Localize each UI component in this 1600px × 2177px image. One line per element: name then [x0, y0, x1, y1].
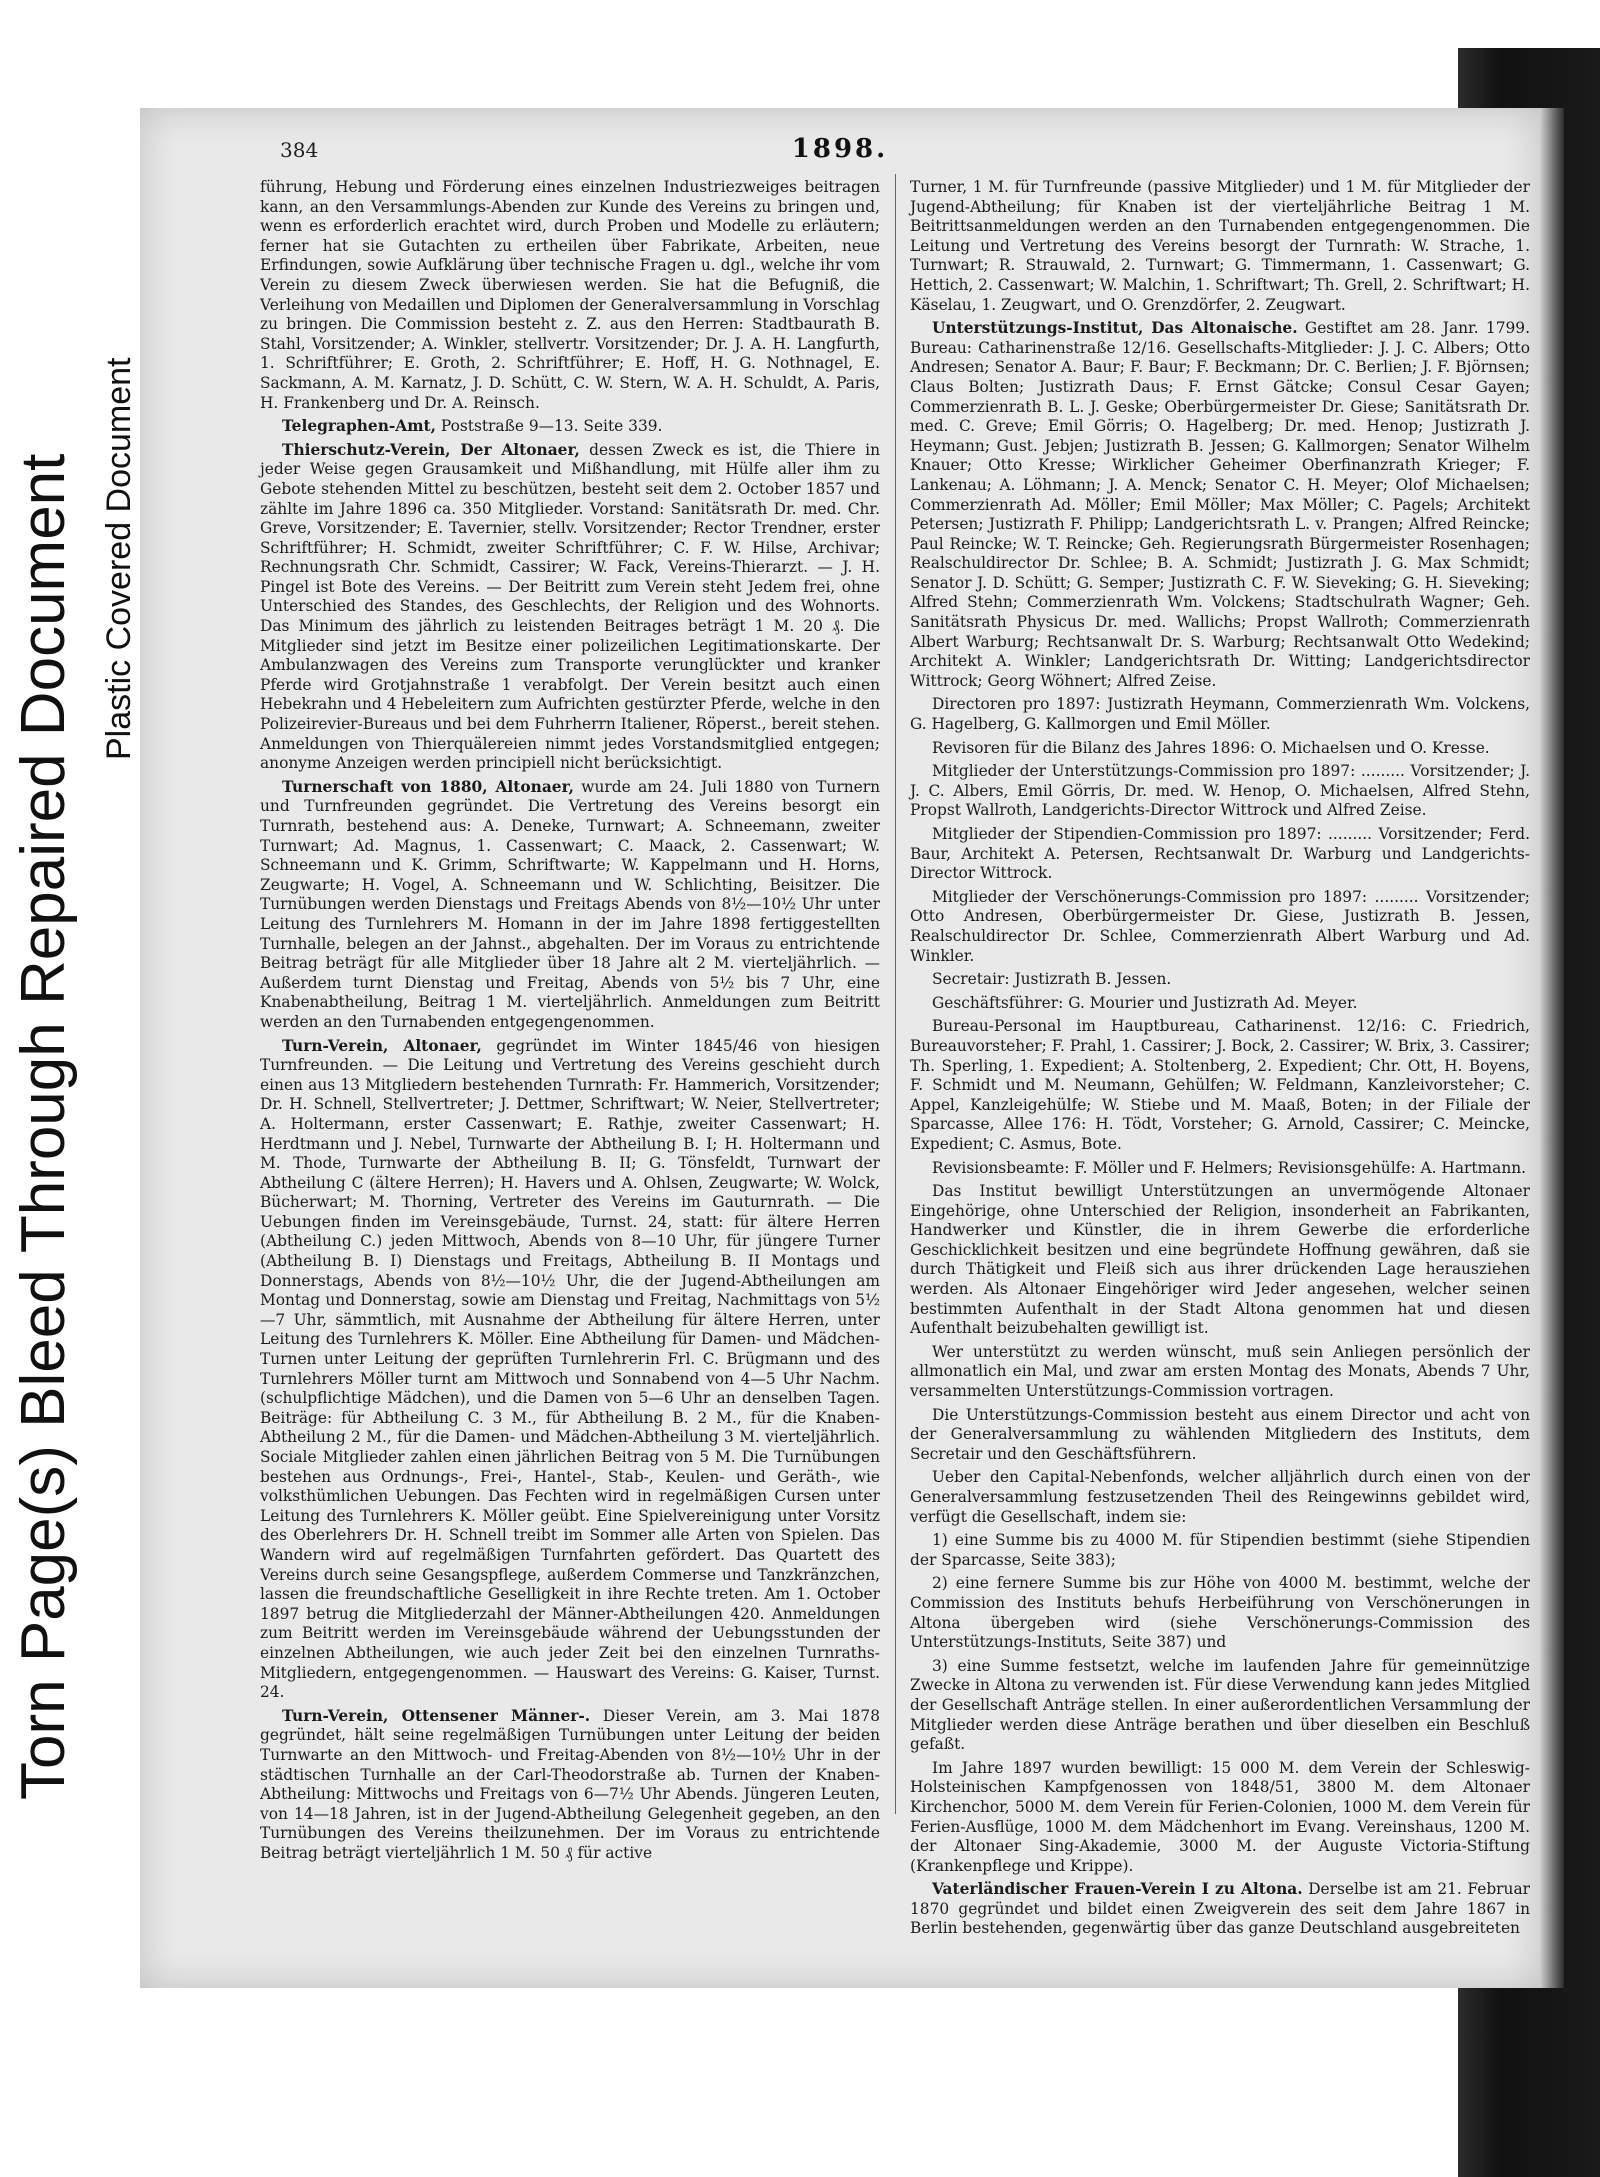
paragraph: führung, Hebung und Förderung eines einzelnen Industriezweiges beitragen kann, an den Versammlungs-Abenden zur Kunde des Vereins zu bringen und, wenn es erforderlich erachtet wird, durch Proben und Modelle zu erläutern; ferner hat sie Gutachten zu ertheilen über Fabrikate, Arbeiten, neue Erfindungen, sowie Aufklärung über technische Fragen u. dgl., welche ihr vom Verein zu diesem Zweck überwiesen werden. Sie hat die Befugniß, die Verleihung von Medaillen und Diplomen der Generalversammlung in Vorschlag zu bringen. Die Commission besteht z. Z. aus den Herren: Stadtbaurath B. Stahl, Vorsitzender; A. Winkler, stellvertr. Vorsitzender; Dr. J. A. H. Langfurth, 1. Schriftführer; E. Groth, 2. Schriftführer; E. Hoff, H. G. Nothnagel, E. Sackmann, A. M. Karnatz, J. D. Schütt, C. W. Stern, W. A. H. Schuldt, A. Paris, H. Frankenberg und Dr. A. Reinsch. [260, 178, 880, 412]
paragraph: Geschäftsführer: G. Mourier und Justizrath Ad. Meyer. [932, 993, 1358, 1012]
paragraph: Mitglieder der Stipendien-Commission pro 1897: ......... Vorsitzender; Ferd. Baur, Architekt A. Petersen, Rechtsanwalt Dr. Warburg und Landgerichts-Director Wittrock. [910, 825, 1530, 883]
paragraph: Revisionsbeamte: F. Möller und F. Helmers; Revisionsgehülfe: A. Hartmann. [932, 1158, 1527, 1177]
entry-heading: Turnerschaft von 1880, Altonaer, [282, 777, 574, 796]
entry-text: wurde am 24. Juli 1880 von Turnern und Turnfreunden gegründet. Die Vertretung des Vereins besorgt ein Turnrath, bestehend aus: A. Deneke, Turnwart; A. Schneemann, zweiter Turnwart; Ad. Magnus, 1. Cassenwart; C. Maack, 2. Cassenwart; W. Schneemann und K. Grimm, Schriftwarte; W. Kappelmann und H. Horns, Zeugwarte; H. Vogel, A. Schneemann und W. Schlichting, Beisitzer. Die Turnübungen werden Dienstags und Freitags Abends von 8½—10½ Uhr unter Leitung des Turnlehrers M. Homann in der im Jahre 1898 fertiggestellten Turnhalle, belegen an der Jahnst., abgehalten. Der im Voraus zu entrichtende Beitrag beträgt für alle Mitglieder über 18 Jahre alt 2 M. vierteljährlich. — Außerdem turnt Dienstag und Freitag, Abends von 5½ bis 7 Uhr, eine Knabenabtheilung, Beitrag 1 M. vierteljährlich. Anmeldungen zum Beitritt werden an den Turnabenden entgegengenommen. [260, 777, 880, 1031]
paragraph: Turner, 1 M. für Turnfreunde (passive Mitglieder) und 1 M. für Mitglieder der Jugend-Abtheilung; für Knaben ist der vierteljährliche Beitrag 1 M. Beitrittsanmeldungen werden an den Turnabenden entgegengenommen. Die Leitung und Vertretung des Vereins besorgt der Turnrath: W. Strache, 1. Turnwart; R. Strauwald, 2. Turnwart; G. Timmermann, 1. Cassenwart; G. Hettich, 2. Cassenwart; W. Malchin, 1. Schriftwart; Th. Grell, 2. Schriftwart; H. Käselau, 1. Zeugwart, und O. Grenzdörfer, 2. Zeugwart. [910, 178, 1530, 314]
paragraph: Die Unterstützungs-Commission besteht aus einem Director und acht von der Generalversammlung zu wählenden Mitgliedern des Instituts, dem Secretair und den Geschäftsführern. [910, 1405, 1530, 1463]
paragraph [260, 1707, 880, 1864]
paragraph: Im Jahre 1897 wurden bewilligt: 15 000 M. dem Verein der Schleswig-Holsteinischen Kampfgenossen von 1848/51, 3800 M. dem Altonaer Kirchenchor, 5000 M. dem Verein für Ferien-Colonien, 1000 M. dem Verein für Ferien-Ausflüge, 1000 M. dem Mädchenhort im Evang. Vereinshaus, 1200 M. der Altonaer Sing-Akademie, 3000 M. der Auguste Victoria-Stiftung (Krankenpflege und Krippe). [910, 1758, 1530, 1875]
paragraph: 2) eine fernere Summe bis zur Höhe von 4000 M. bestimmt, welche der Commission des Instituts behufs Herbeiführung von Verschönerungen in Altona übergeben wird (siehe Verschönerungs-Commission des Unterstützungs-Instituts, Seite 387) und [910, 1574, 1530, 1652]
entry-heading: Thierschutz-Verein, Der Altonaer, [282, 440, 580, 459]
column-divider [895, 174, 896, 1814]
paragraph [260, 417, 880, 437]
entry-heading: Telegraphen-Amt, [282, 417, 436, 436]
paragraph [910, 1880, 1530, 1939]
entry-text: dessen Zweck es ist, die Thiere in jeder Weise gegen Grausamkeit und Mißhandlung, mit Hülfe aller ihm zu Gebote stehenden Mittel zu beschützen, besteht seit dem 2. October 1857 und zählte im Jahre 1896 ca. 350 Mitglieder. Vorstand: Sanitätsrath Dr. med. Chr. Greve, Vorsitzender; E. Tavernier, stellv. Vorsitzender; Rector Trendner, erster Schriftführer; H. Schmidt, zweiter Schriftführer; C. F. W. Hilse, Archivar; Rechnungsrath Chr. Schmidt, Cassirer; W. Fack, Vereins-Thierarzt. — J. H. Pingel ist Bote des Vereins. — Der Beitritt zum Verein steht Jedem frei, ohne Unterschied des Standes, des Geschlechts, der Religion und des Wohnorts. Das Minimum des jährlich zu leistenden Beitrages beträgt 1 M. 20 ₰. Die Mitglieder sind jetzt im Besitze einer polizeilichen Legitimationskarte. Der Ambulanzwagen des Vereins zum Transporte verunglückter und kranker Pferde wird Grotjahnstraße 1 verabfolgt. Der Verein besitzt auch einen Hebekrahn und 4 Hebeleitern zum Aufrichten gestürzter Pferde, welche in den Polizeirevier-Bureaus und bei dem Fuhrherrn Italiener, Röperst., bereit stehen. Anmeldungen von Thierquälereien nimmt jedes Vorstandsmitglied entgegen; anonyme Anzeigen werden principiell nicht berücksichtigt. [260, 440, 880, 773]
entry-text: Poststraße 9—13. Seite 339. [435, 417, 663, 436]
paragraph: Wer unterstützt zu werden wünscht, muß sein Anliegen persönlich der allmonatlich ein Mal, und zwar am ersten Montag des Monats, Abends 7 Uhr, versammelten Unterstützungs-Commission vortragen. [910, 1342, 1530, 1401]
entry-heading: Unterstützungs-Institut, Das Altonaische. [932, 319, 1298, 338]
side-labels [0, 0, 150, 2177]
paragraph: Secretair: Justizrath B. Jessen. [932, 970, 1172, 989]
paragraph [260, 441, 880, 774]
right-column [910, 178, 1530, 1943]
paragraph: Mitglieder der Unterstützungs-Commission pro 1897: ......... Vorsitzender; J. J. C. Albers, Emil Görris, Dr. med. W. Henop, O. Michaelsen, Alfred Stehn, Propst Wallroth, Landgerichts-Director Wittrock und Alfred Zeise. [910, 762, 1530, 820]
page-year-title: 1898. [791, 134, 889, 164]
entry-heading: Vaterländischer Frauen-Verein I zu Altona. [932, 1880, 1303, 1899]
paragraph [910, 319, 1530, 691]
paragraph: 3) eine Summe festsetzt, welche im laufenden Jahre für gemeinnützige Zwecke in Altona zu verwenden ist. Für diese Verwendung kann jedes Mitglied der Gesellschaft Anträge stellen. In einer außerordentlichen Versammlung der Mitglieder werden diese Anträge berathen und über dieselben ein Beschluß gefaßt. [910, 1656, 1530, 1754]
paragraph: Directoren pro 1897: Justizrath Heymann, Commerzienrath Wm. Volckens, G. Hagelberg, G. Kallmorgen und Emil Möller. [910, 695, 1530, 734]
damage-label-primary: Torn Page(s) Bleed Through Repaired Document [9, 453, 78, 1800]
paragraph: Das Institut bewilligt Unterstützungen an unvermögende Altonaer Eingehörige, ohne Unterschied der Religion, insonderheit an Fabrikanten, Handwerker und Künstler, die in ihrem Gewerbe die erforderliche Geschicklichkeit besitzen und eine begründete Hoffnung gewähren, daß sie durch Thätigkeit und Fleiß sich aus ihrer drückenden Lage herausziehen werden. Als Altonaer Eingehöriger wird Jeder angesehen, welcher seinen bestimmten Aufenthalt in der Stadt Altona genommen hat und diesen Aufenthalt beizubehalten gewilligt ist. [910, 1182, 1530, 1338]
entry-text: Dieser Verein, am 3. Mai 1878 gegründet, hält seine regelmäßigen Turnübungen unter Leitung der beiden Turnwarte an den Mittwoch- und Freitag-Abenden von 8½—10½ Uhr in der städtischen Turnhalle an der Carl-Theodorstraße ab. Turnen der Knaben-Abtheilung: Mittwochs und Freitags von 6—7½ Uhr Abends. Jüngeren Leuten, von 14—18 Jahren, ist in der Jugend-Abtheilung Gelegenheit gegeben, an den Turnübungen des Vereins theilzunehmen. Der im Voraus zu entrichtende Beitrag beträgt vierteljährlich 1 M. 50 ₰ für active [260, 1706, 880, 1862]
damage-label-secondary: Plastic Covered Document [100, 357, 138, 760]
paragraph [260, 1037, 880, 1703]
page-number: 384 [280, 138, 319, 162]
paragraph: Ueber den Capital-Nebenfonds, welcher alljährlich durch einen von der Generalversammlung festzusetzenden Theil des Reingewinns gebildet wird, verfügt die Gesellschaft, indem sie: [910, 1468, 1530, 1526]
paragraph: Mitglieder der Verschönerungs-Commission pro 1897: ......... Vorsitzender; Otto Andresen, Oberbürgermeister Dr. Giese, Justizrath B. Jessen, Realschuldirector Dr. Schlee, Commerzienrath Albert Warburg und Ad. Winkler. [910, 887, 1530, 965]
book-spine-shadow [1540, 108, 1564, 1988]
entry-text: Gestiftet am 28. Janr. 1799. Bureau: Catharinenstraße 12/16. Gesellschafts-Mitglieder: J. J. C. Albers; Otto Andresen; Senator A. Baur; F. Baur; F. Beckmann; Dr. C. Berlien; J. F. Björnsen; Claus Bolten; Justizrath Daus; F. Ernst Gätcke; Consul Cesar Gayen; Commerzienrath B. L. J. Geske; Oberbürgermeister Dr. Giese; Sanitätsrath Dr. med. C. Greve; Emil Görris; O. Hagelberg; Dr. med. Henop; Justizrath J. Heymann; Gust. Jebjen; Justizrath B. Jessen; G. Kallmorgen; Senator Wilhelm Knauer; Otto Kresse; Wirklicher Geheimer Oberfinanzrath Krieger; F. Lankenau; A. Löhmann; J. A. Menck; Senator C. H. Meyer; Olof Michaelsen; Commerzienrath Ad. Möller; Emil Möller; Max Möller; C. Pagels; Architekt Petersen; Justizrath F. Philipp; Landgerichtsrath L. v. Prangen; Alfred Reincke; Paul Reincke; W. T. Reincke; Geh. Regierungsrath Bürgermeister Rosenhagen; Realschuldirector Dr. Schlee; B. A. Schmidt; Justizrath J. G. Max Schmidt; Senator J. D. Schütt; G. Semper; Justizrath C. F. W. Sieveking; G. H. Sieveking; Alfred Stehn; Commerzienrath Wm. Volckens; Stadtschulrath Wagner; Geh. Sanitätsrath Physicus Dr. med. Wallichs; Propst Wallroth; Commerzienrath Albert Warburg; Rechtsanwalt Dr. S. Warburg; Rechtsanwalt Otto Wedekind; Architekt A. Winkler; Landgerichtsrath Dr. Witting; Landgerichtsdirector Wittrock; Georg Wöhnert; Alfred Zeise. [910, 319, 1530, 690]
page-header [140, 134, 1540, 178]
left-column [260, 178, 880, 1867]
entry-heading: Turn-Verein, Ottensener Männer-. [282, 1706, 591, 1725]
paragraph: Revisoren für die Bilanz des Jahres 1896: O. Michaelsen und O. Kresse. [932, 738, 1490, 757]
entry-text: gegründet im Winter 1845/46 von hiesigen Turnfreunden. — Die Leitung und Vertretung des Vereins geschieht durch einen aus 13 Mitgliedern bestehenden Turnrath: Fr. Hammerich, Vorsitzender; Dr. H. Schnell, Stellvertreter; J. Dettmer, Schriftwart; W. Neier, Stellvertreter; A. Holtermann, erster Cassenwart; E. Rathje, zweiter Cassenwart; H. Herdtmann und J. Nebel, Turnwarte der Abtheilung B. I; H. Holtermann und M. Thode, Turnwarte der Abtheilung B. II; G. Tönsfeldt, Turnwart der Abtheilung C (ältere Herren); H. Havers und A. Ohlsen, Zeugwarte; W. Wolck, Bücherwart; M. Thorning, Vertreter des Vereins im Gauturnrath. — Die Uebungen finden im Vereinsgebäude, Turnst. 24, statt: für ältere Herren (Abtheilung C.) jeden Mittwoch, Abends von 8—10 Uhr, für jüngere Turner (Abtheilung B. I) Dienstags und Freitags, Abtheilung B. II Montags und Donnerstags, Abends von 8½—10½ Uhr, die der Jugend-Abtheilungen am Montag und Donnerstag, sowie am Dienstag und Freitag, Nachmittags von 5½—7 Uhr, sämmtlich, mit Ausnahme der Abtheilung für ältere Herren, unter Leitung des Turnlehrers K. Möller. Eine Abtheilung für Damen- und Mädchen-Turnen unter Leitung der geprüften Turnlehrerin Frl. C. Brügmann und des Turnlehrers Möller turnt am Mittwoch und Sonnabend von 4—5 Uhr Nachm. (schulpflichtige Mädchen), und die Damen von 5—6 Uhr an denselben Tagen. Beiträge: für Abtheilung C. 3 M., für Abtheilung B. 2 M., für die Knaben-Abtheilung 2 M., für die Damen- und Mädchen-Abtheilung 3 M. vierteljährlich. Sociale Mitglieder zahlen einen jährlichen Beitrag von 5 M. Die Turnübungen bestehen aus Ordnungs-, Frei-, Hantel-, Stab-, Keulen- und Geräth-, wie volksthümlichen Uebungen. Das Fechten wird in regelmäßigen Cursen unter Leitung des Turnlehrers K. Möller geübt. Eine Spielvereinigung unter Vorsitz des Oberlehrers Dr. H. Schnell treibt im Sommer alle Arten von Spielen. Das Wandern wird auf regelmäßigen Turnfahrten gefördert. Das Quartett des Vereins durch seine Gesangspflege, außerdem Commerse und Tanzkränzchen, lassen die freundschaftliche Geselligkeit in ihre Rechte treten. Am 1. October 1897 betrug die Mitgliederzahl der Männer-Abtheilungen 420. Anmeldungen zum Beitritt werden im Vereinsgebäude während der Uebungsstunden der einzelnen Abtheilungen, wie auch jeder Zeit bei den einzelnen Turnraths-Mitgliedern, entgegengenommen. — Hauswart des Vereins: G. Kaiser, Turnst. 24. [260, 1036, 880, 1702]
document-page [140, 108, 1540, 1988]
paragraph [260, 778, 880, 1033]
paragraph: 1) eine Summe bis zu 4000 M. für Stipendien bestimmt (siehe Stipendien der Sparcasse, Seite 383); [910, 1531, 1530, 1569]
entry-heading: Turn-Verein, Altonaer, [282, 1036, 482, 1055]
paragraph: Bureau-Personal im Hauptbureau, Catharinenst. 12/16: C. Friedrich, Bureauvorsteher; F. Prahl, 1. Cassirer; J. Bock, 2. Cassirer; W. Brix, 3. Cassirer; Th. Sperling, 1. Expedient; A. Stoltenberg, 2. Expedient; Chr. Ott, H. Boyens, F. Schmidt und M. Neumann, Gehülfen; W. Feldmann, Kanzleivorsteher; C. Appel, Kanzleigehülfe; W. Stiebe und M. Maaß, Boten; in der Filiale der Sparcasse, Allee 176: H. Tödt, Vorsteher; G. Arnold, Cassirer; C. Meincke, Expedient; C. Asmus, Bote. [910, 1017, 1530, 1153]
entry-text: Derselbe ist am 21. Februar 1870 gegründet und bildet einen Zweigverein des seit dem Jahre 1867 in Berlin bestehenden, gegenwärtig über das ganze Deutschland ausgebreiteten [910, 1880, 1530, 1938]
